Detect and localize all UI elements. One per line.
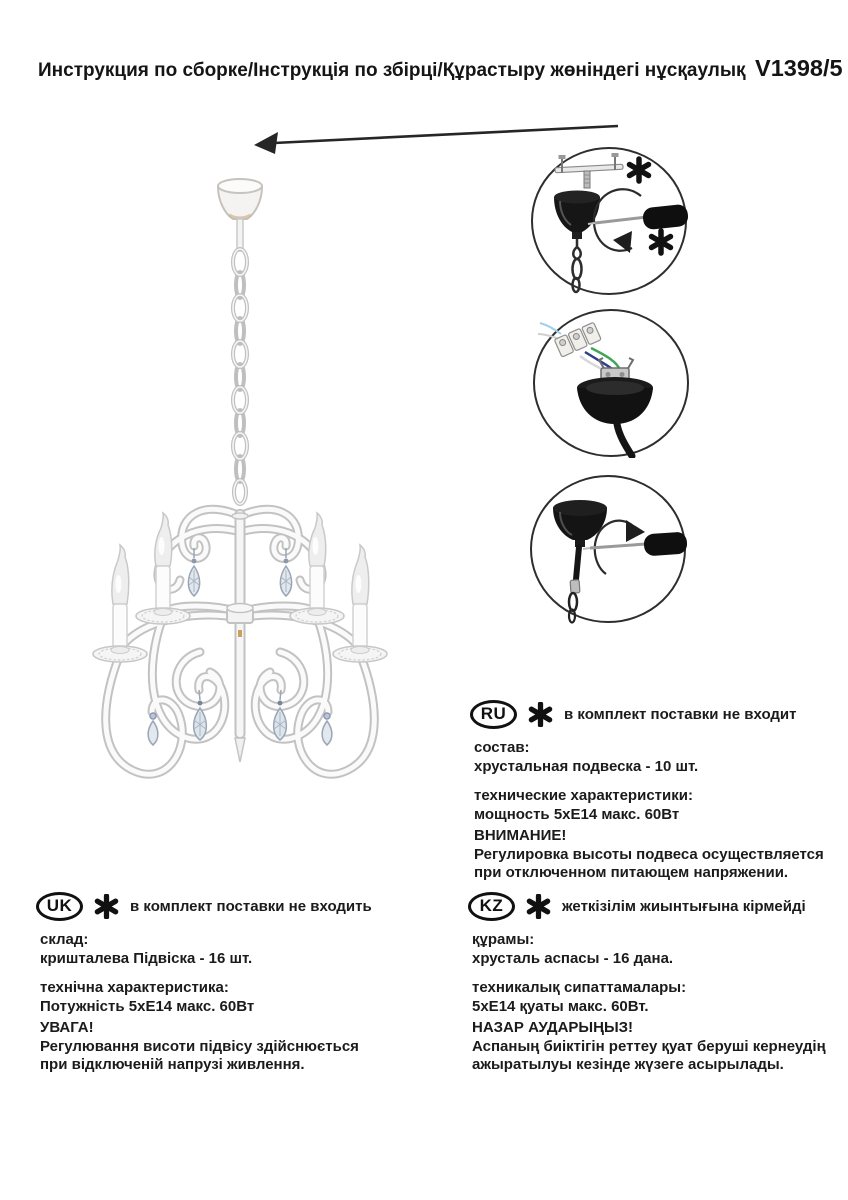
- step-adjust-height: [528, 474, 688, 624]
- asterisk-icon: [94, 894, 119, 919]
- uk-badge: UK: [36, 892, 83, 921]
- section-uk: [36, 890, 448, 1075]
- step-attach-canopy: [529, 146, 689, 296]
- ru-composition-label: состав:: [474, 739, 530, 756]
- ru-composition-value: хрустальная подвеска - 10 шт.: [474, 757, 699, 775]
- ru-badge: RU: [470, 700, 517, 729]
- kz-asterisk-note: жеткізілім жиынтығына кірмейді: [562, 898, 806, 915]
- ru-asterisk-note: в комплект поставки не входит: [564, 706, 797, 723]
- uk-warning-title: УВАГА!: [40, 1019, 94, 1036]
- uk-composition-value: кришталева Підвіска - 16 шт.: [40, 949, 253, 967]
- section-kz: [468, 890, 846, 1075]
- uk-composition-label: склад:: [40, 931, 89, 948]
- chandelier-illustration: [50, 160, 460, 808]
- kz-specs-value: 5хЕ14 қуаты макс. 60Вт.: [472, 997, 649, 1015]
- kz-composition-label: құрамы:: [472, 931, 535, 948]
- ceiling-cup-icon: [218, 179, 262, 219]
- uk-asterisk-note: в комплект поставки не входить: [130, 898, 372, 915]
- uk-specs-value: Потужність 5хЕ14 макс. 60Вт: [40, 997, 255, 1015]
- step-connect-wires: [531, 308, 691, 458]
- uk-warning-line1: Регулювання висоти підвісу здійснюється: [40, 1037, 359, 1055]
- ru-warning-line1: Регулировка высоты подвеса осуществляется: [474, 845, 824, 863]
- uk-warning-line2: при відключеній напрузі живлення.: [40, 1056, 305, 1073]
- stem: [237, 219, 243, 251]
- title-text: Инструкция по сборке/Інструкція по збірці/Құрастыру жөніндегі нұсқаулық: [38, 60, 746, 81]
- ru-specs-value: мощность 5хЕ14 макс. 60Вт: [474, 805, 680, 823]
- asterisk-icon: [528, 702, 553, 727]
- asterisk-icon: [526, 894, 551, 919]
- kz-warning-title: НАЗАР АУДАРЫҢЫЗ!: [472, 1019, 634, 1036]
- kz-badge: KZ: [468, 892, 515, 921]
- kz-warning-line2: ажыратылуы кезінде жүзеге асырылады.: [472, 1056, 784, 1073]
- section-ru: [470, 698, 838, 883]
- page-title: [38, 55, 843, 83]
- ru-specs-label: технические характеристики:: [474, 787, 693, 804]
- kz-composition-value: хрусталь аспасы - 16 дана.: [472, 949, 674, 967]
- chain-icon: [233, 249, 247, 504]
- kz-warning-line1: Аспаның биіктігін реттеу қуат беруші кернеудің: [472, 1037, 826, 1055]
- kz-specs-label: техникалық сипаттамалары:: [472, 979, 687, 996]
- ru-warning-line2: при отключенном питающем напряжении.: [474, 864, 789, 881]
- ru-warning-title: ВНИМАНИЕ!: [474, 827, 567, 844]
- central-column-icon: [227, 510, 253, 762]
- model-number: V1398/5: [755, 55, 843, 81]
- uk-specs-label: технічна характеристика:: [40, 979, 229, 996]
